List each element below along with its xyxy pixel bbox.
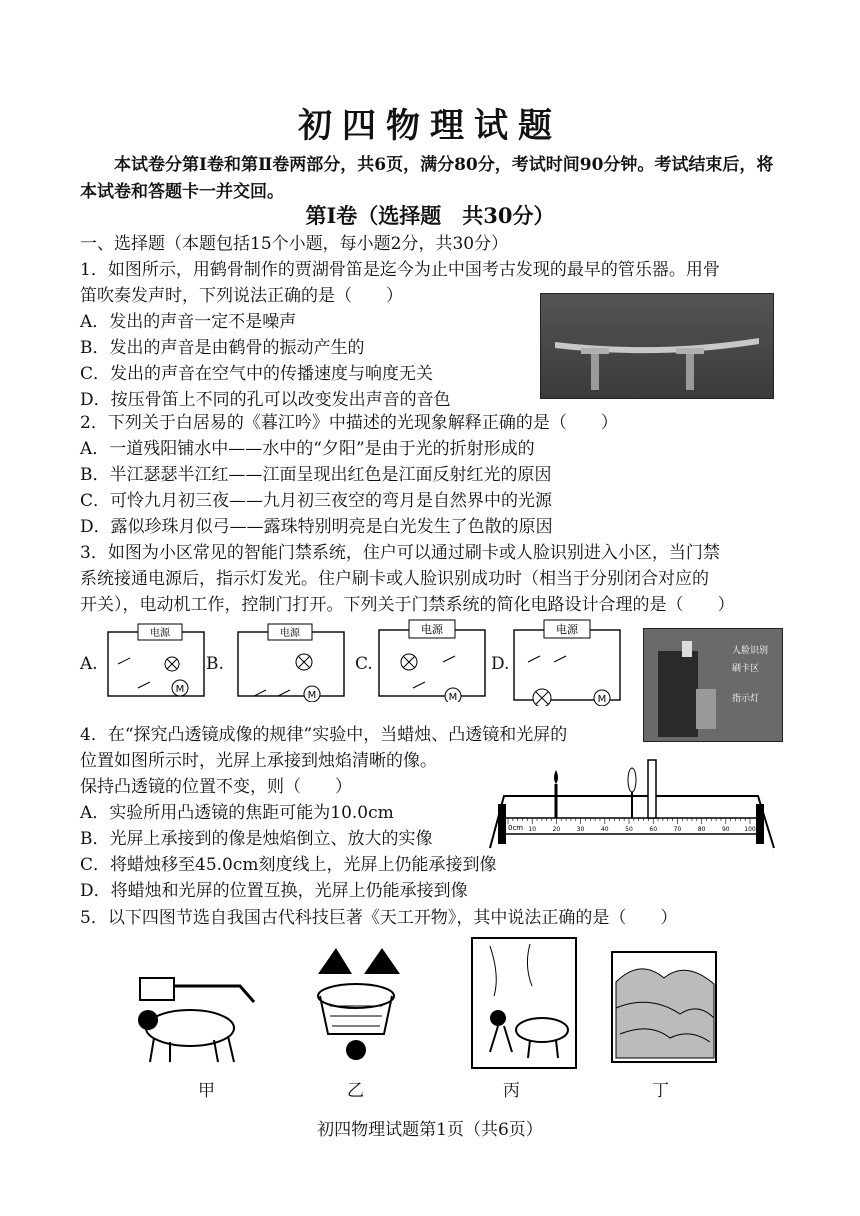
q4-option-a: A．实验所用凸透镜的焦距可能为10.0cm (80, 803, 394, 823)
q4-option-b: B．光屏上承接到的像是烛焰倒立、放大的实像 (80, 829, 433, 849)
figure-bing (470, 936, 578, 1072)
q4-option-d: D．将蜡烛和光屏的位置互换，光屏上仍能承接到像 (80, 881, 468, 901)
q3-stem-line1: 3．如图为小区常见的智能门禁系统，住户可以通过刷卡或人脸识别进入小区，当门禁 (80, 543, 720, 563)
figure-jia (130, 962, 270, 1070)
q1-option-c: C．发出的声音在空气中的传播速度与响度无关 (80, 364, 434, 384)
circuit-a-motor: M (175, 684, 185, 695)
optical-bench-diagram (488, 756, 778, 852)
exam-instructions: 本试卷分第Ⅰ卷和第Ⅱ卷两部分，共6页，满分80分，考试时间90分钟。考试结束后，将本试卷和答题卡一并交回。 (80, 155, 774, 202)
circuit-a-power: 电源 (150, 628, 170, 639)
bone-flute-photo (540, 293, 774, 399)
circuit-d-label: D. (491, 654, 510, 674)
q3-stem-line3: 开关），电动机工作，控制门打开。下列关于门禁系统的简化电路设计合理的是（ ） (80, 595, 735, 615)
q5-stem: 5．以下四图节选自我国古代科技巨著《天工开物》，其中说法正确的是（ ） (80, 908, 678, 928)
q2-option-a: A．一道残阳铺水中——水中的“夕阳”是由于光的折射形成的 (80, 439, 535, 459)
ruler-tick-label: 80 (697, 826, 706, 833)
caption-ding: 丁 (652, 1081, 669, 1101)
circuit-b-diagram (232, 622, 350, 702)
q1-option-b: B．发出的声音是由鹤骨的振动产生的 (80, 338, 365, 358)
circuit-c-power: 电源 (421, 623, 443, 636)
q2-stem: 2．下列关于白居易的《暮江吟》中描述的光现象解释正确的是（ ） (80, 413, 618, 433)
circuit-b-label: B. (206, 654, 224, 674)
circuit-a-diagram (100, 622, 210, 702)
caption-yi: 乙 (347, 1081, 364, 1101)
figure-yi (302, 944, 410, 1068)
circuit-b-power: 电源 (280, 628, 300, 639)
page-footer: 初四物理试题第1页（共6页） (317, 1120, 543, 1140)
ruler-tick-label: 30 (576, 826, 585, 833)
ruler-tick-label: 70 (673, 826, 682, 833)
ruler-tick-label: 10 (528, 826, 537, 833)
q4-stem-line3: 保持凸透镜的位置不变，则（ ） (80, 777, 352, 797)
ruler-tick-label: 20 (552, 826, 561, 833)
q2-option-c: C．可怜九月初三夜——九月初三夜空的弯月是自然界中的光源 (80, 491, 553, 511)
face-recognition-label: 人脸识别 (732, 646, 769, 656)
ruler-tick-label: 60 (649, 826, 658, 833)
q1-stem-line2: 笛吹奏发声时，下列说法正确的是（ ） (80, 286, 403, 306)
ruler-tick-label: 50 (625, 826, 633, 833)
figure-ding (610, 938, 720, 1066)
caption-jia: 甲 (198, 1081, 215, 1101)
q4-stem-line2: 位置如图所示时，光屏上承接到烛焰清晰的像。 (80, 751, 437, 771)
q2-option-b: B．半江瑟瑟半江红——江面呈现出红色是江面反射红光的原因 (80, 465, 552, 485)
caption-bing: 丙 (503, 1081, 520, 1101)
q1-stem-line1: 1．如图所示，用鹤骨制作的贾湖骨笛是迄今为止中国考古发现的最早的管乐器。用骨 (80, 260, 720, 280)
circuit-d-power: 电源 (556, 623, 578, 636)
part-heading: 一、选择题（本题包括15个小题，每小题2分，共30分） (80, 234, 509, 254)
access-gate-illustration (644, 629, 782, 741)
circuit-d-motor: M (597, 694, 607, 705)
circuit-d-diagram (508, 618, 628, 706)
q3-stem-line2: 系统接通电源后，指示灯发光。住户刷卡或人脸识别成功时（相当于分别闭合对应的 (80, 569, 709, 589)
circuit-a-label: A. (80, 654, 98, 674)
circuit-c-motor: M (448, 692, 458, 702)
q1-option-a: A．发出的声音一定不是噪声 (80, 312, 297, 332)
ruler-tick-label: 90 (721, 826, 730, 833)
section-title: 第Ⅰ卷（选择题 共30分） (305, 203, 555, 228)
ruler-tick-label: 100 (744, 826, 756, 833)
q4-stem-line1: 4．在“探究凸透镜成像的规律”实验中，当蜡烛、凸透镜和光屏的 (80, 725, 568, 745)
circuit-b-motor: M (307, 690, 317, 701)
q1-option-d: D．按压骨笛上不同的孔可以改变发出声音的音色 (80, 390, 451, 410)
bone-flute-illustration (541, 294, 773, 398)
access-control-photo (643, 628, 783, 742)
ruler-tick-label: 40 (600, 826, 609, 833)
q2-option-d: D．露似珍珠月似弓——露珠特别明亮是白光发生了色散的原因 (80, 517, 553, 537)
page-title: 初四物理试题 (298, 106, 562, 146)
indicator-label: 指示灯 (732, 694, 760, 704)
card-area-label: 刷卡区 (732, 664, 760, 674)
q4-option-c: C．将蜡烛移至45.0cm刻度线上，光屏上仍能承接到像 (80, 855, 497, 875)
circuit-c-label: C. (355, 654, 373, 674)
circuit-c-diagram (373, 618, 491, 702)
ruler-zero: 0cm (508, 824, 524, 832)
